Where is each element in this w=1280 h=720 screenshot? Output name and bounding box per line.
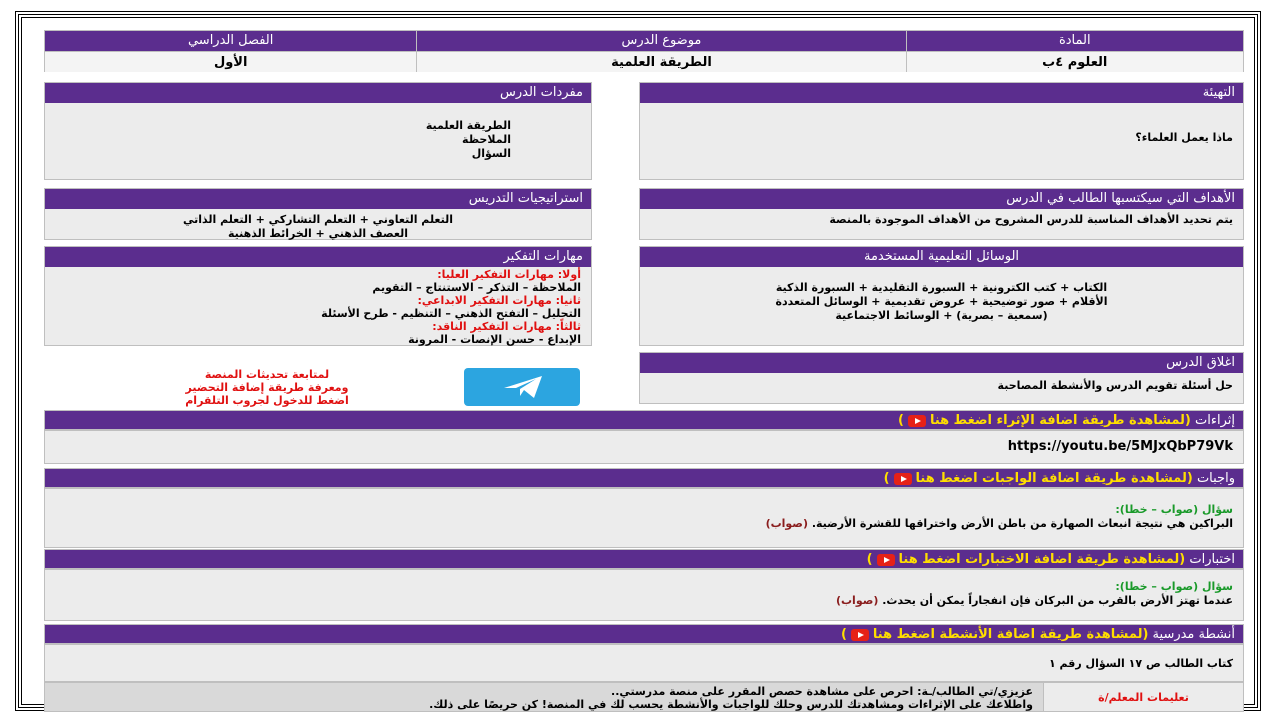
vocab-title: مفردات الدرس (45, 83, 591, 103)
closing-title: اغلاق الدرس (640, 353, 1243, 373)
term-value: الأول (45, 51, 416, 72)
strategies-body (45, 209, 591, 245)
activities-label: أنشطة مدرسية (1152, 627, 1235, 642)
homework-label: واجبات (1196, 471, 1235, 486)
tools-body (640, 267, 1243, 327)
thinking-title: مهارات التفكير (45, 247, 591, 267)
subject-label: المادة (907, 31, 1243, 51)
homework-video-link[interactable]: (لمشاهدة طريقة اضافة الواجبات اضغط هنا) (883, 471, 1193, 486)
thinking-heading: ثانيا: مهارات التفكير الابداعي: (417, 294, 581, 307)
header-table (44, 30, 1244, 72)
subject-column (906, 31, 1243, 71)
teacher-instructions (44, 682, 1244, 712)
enrichment-label: إثراءات (1195, 413, 1235, 428)
strategies-box (44, 188, 592, 240)
closing-box (639, 352, 1244, 404)
thinking-body (45, 267, 591, 350)
activities-header (44, 624, 1244, 644)
enrichment-header (44, 410, 1244, 430)
vocab-item: الملاحظة (462, 133, 511, 146)
homework-question: البراكين هي نتيجة انبعاث الصهارة من باطن الأرض واختراقها للقشرة الأرضية. (صواب) (765, 517, 1233, 530)
objectives-body: يتم تحديد الأهداف المناسبة للدرس المشروح من الأهداف الموجودة بالمنصة (829, 213, 1233, 226)
thinking-box (44, 246, 592, 346)
thinking-heading: ثالثاً: مهارات التفكير الناقد: (432, 320, 581, 333)
enrichment-body (44, 430, 1244, 464)
tools-line: الأقلام + صور توضيحية + عروض تقديمية + الوسائل المتعددة (775, 295, 1108, 308)
tools-title: الوسائل التعليمية المستخدمة (640, 247, 1243, 267)
promo-line: ومعرفة طريقة إضافة التحضير (185, 381, 349, 394)
closing-body: حل أسئلة تقويم الدرس والأنشطة المصاحبة (997, 379, 1233, 392)
topic-value: الطريقة العلمية (417, 51, 905, 72)
subject-value: العلوم ٤ب (907, 51, 1243, 72)
instructions-text (45, 683, 1043, 711)
term-label: الفصل الدراسي (45, 31, 416, 51)
youtube-icon (908, 415, 926, 427)
activities-video-link[interactable]: (لمشاهدة طريقة اضافة الأنشطة اضغط هنا) (840, 627, 1149, 642)
vocab-item: الطريقة العلمية (425, 119, 511, 132)
topic-label: موضوع الدرس (417, 31, 905, 51)
warmup-box (639, 82, 1244, 180)
homework-body (44, 488, 1244, 548)
youtube-icon (851, 629, 869, 641)
enrichment-url[interactable]: https://youtu.be/5MJxQbP79Vk (1007, 439, 1233, 454)
telegram-icon[interactable] (464, 368, 580, 406)
warmup-body: ماذا يعمل العلماء؟ (1135, 131, 1233, 144)
youtube-icon (877, 554, 895, 566)
homework-question-label: سؤال (صواب – خطا): (1115, 503, 1233, 516)
telegram-promo[interactable] (132, 368, 402, 407)
homework-header (44, 468, 1244, 488)
vocab-item: السؤال (471, 147, 511, 160)
tools-line: (سمعية – بصرية) + الوسائط الاجتماعية (835, 309, 1048, 322)
thinking-line: الإبداع - حسن الإنصات - المرونة (408, 333, 581, 346)
tests-body (44, 569, 1244, 621)
warmup-title: التهيئة (640, 83, 1243, 103)
topic-column (416, 31, 905, 71)
promo-line: لمتابعة تحديثات المنصة (204, 368, 330, 381)
strategies-line: العصف الذهني + الخرائط الذهنية (228, 227, 408, 240)
enrichment-video-link[interactable]: (لمشاهدة طريقة اضافة الإثراء اضغط هنا) (898, 413, 1191, 428)
instructions-label: تعليمات المعلم/ة (1043, 683, 1243, 711)
tests-question: عندما تهتز الأرض بالقرب من البركان فإن انفجاراً يمكن أن يحدث. (صواب) (835, 594, 1233, 607)
objectives-title: الأهداف التي سيكتسبها الطالب في الدرس (640, 189, 1243, 209)
thinking-line: التحليل – التفتح الذهني – التنظيم - طرح الأسئلة (321, 307, 581, 320)
vocab-list (45, 103, 591, 165)
tools-box (639, 246, 1244, 346)
tests-answer: (صواب) (835, 594, 879, 607)
strategies-title: استراتيجيات التدريس (45, 189, 591, 209)
thinking-heading: أولا: مهارات التفكير العليا: (437, 268, 581, 281)
tests-video-link[interactable]: (لمشاهدة طريقة اضافة الاختبارات اضغط هنا) (866, 552, 1186, 567)
tests-header (44, 549, 1244, 569)
objectives-box (639, 188, 1244, 240)
youtube-icon (894, 473, 912, 485)
strategies-line: التعلم التعاوني + التعلم التشاركي + التعلم الذاتي (182, 213, 454, 226)
activities-body: كتاب الطالب ص ١٧ السؤال رقم ١ (44, 644, 1244, 682)
tests-question-label: سؤال (صواب – خطا): (1115, 580, 1233, 593)
homework-answer: (صواب) (765, 517, 808, 530)
instructions-line: واطلاعك على الإثراءات ومشاهدتك للدرس وحلك للواجبات والأنشطة يحسب لك في المنصة! كن حريصًا على ذلك. (429, 698, 1033, 711)
vocab-box (44, 82, 592, 180)
page-frame (18, 14, 1258, 711)
instructions-line: عزيزي/تي الطالب/ـة: احرص على مشاهدة حصص المقرر على منصة مدرستي.. (611, 685, 1033, 698)
tests-label: اختبارات (1189, 552, 1235, 567)
promo-line: اضغط للدخول لجروب التلقرام (185, 394, 349, 407)
thinking-line: الملاحظة – التذكر – الاستنتاج – التقويم (372, 281, 581, 294)
tools-line: الكتاب + كتب الكترونية + السبورة التقليدية + السبورة الذكية (775, 281, 1108, 294)
term-column (45, 31, 416, 71)
